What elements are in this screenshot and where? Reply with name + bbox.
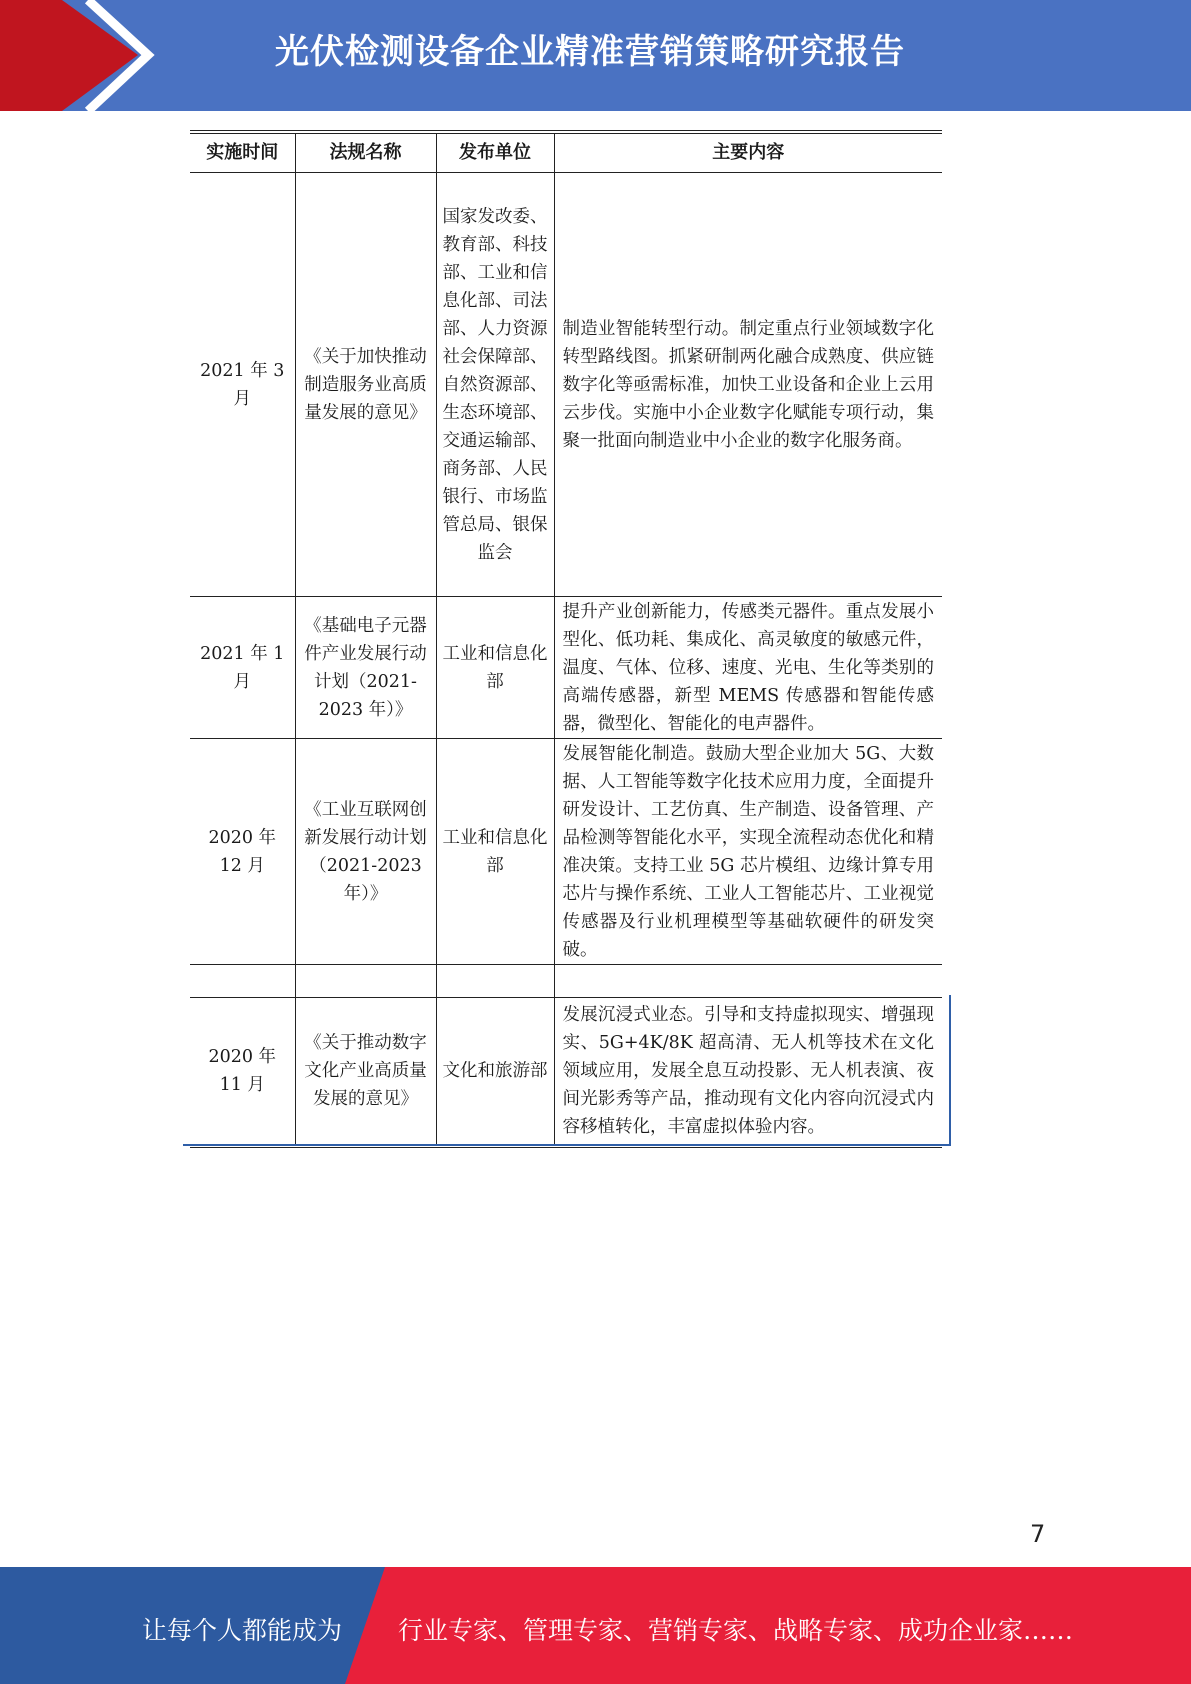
- cell-date: 2021 年 1 月: [190, 597, 295, 739]
- footer-slogan-left: 让每个人都能成为: [142, 1616, 343, 1645]
- cell-name: 《关于加快推动制造服务业高质量发展的意见》: [295, 173, 436, 597]
- table-row: [190, 739, 942, 965]
- table-row: [190, 597, 942, 739]
- cell-content: 制造业智能转型行动。制定重点行业领域数字化转型路线图。抓紧研制两化融合成熟度、供应链数字化等亟需标准，加快工业设备和企业上云用云步伐。实施中小企业数字化赋能专项行动，集聚一批面向制造业中小企业的数字化服务商。: [554, 173, 942, 597]
- cell-content: 发展智能化制造。鼓励大型企业加大 5G、大数据、人工智能等数字化技术应用力度，全面提升研发设计、工艺仿真、生产制造、设备管理、产品检测等智能化水平，实现全流程动态优化和精准决策。支持工业 5G 芯片模组、边缘计算专用芯片与操作系统、工业人工智能芯片、工业视觉传感器及行业机理模型等基础软硬件的研发突破。: [554, 739, 942, 965]
- table-row: [190, 173, 942, 597]
- cell-name: 《关于推动数字文化产业高质量发展的意见》: [295, 998, 436, 1146]
- policy-table: [190, 130, 942, 1148]
- table-header-row: [190, 132, 942, 173]
- table-side-accent-line: [949, 995, 951, 1145]
- col-header-content: 主要内容: [554, 132, 942, 173]
- cell-name: 《基础电子元器件产业发展行动计划（2021-2023 年）》: [295, 597, 436, 739]
- cell-name: 《工业互联网创新发展行动计划（2021-2023 年）》: [295, 739, 436, 965]
- table-gap-row: [190, 965, 942, 998]
- table-bottom-accent-line: [183, 1144, 951, 1146]
- header-red-chevron: [0, 0, 200, 111]
- cell-issuer: 工业和信息化部: [436, 597, 554, 739]
- col-header-date: 实施时间: [190, 132, 295, 173]
- page-footer: [0, 1567, 1191, 1684]
- cell-issuer: 文化和旅游部: [436, 998, 554, 1146]
- page-header: [0, 0, 1191, 111]
- cell-date: 2021 年 3 月: [190, 173, 295, 597]
- cell-date: 2020 年 11 月: [190, 998, 295, 1146]
- cell-issuer: 工业和信息化部: [436, 739, 554, 965]
- report-title: 光伏检测设备企业精准营销策略研究报告: [275, 32, 905, 72]
- page-number: 7: [1030, 1520, 1046, 1548]
- cell-issuer: 国家发改委、教育部、科技部、工业和信息化部、司法部、人力资源社会保障部、自然资源部、生态环境部、交通运输部、商务部、人民银行、市场监管总局、银保监会: [436, 173, 554, 597]
- col-header-issuer: 发布单位: [436, 132, 554, 173]
- col-header-name: 法规名称: [295, 132, 436, 173]
- cell-date: 2020 年 12 月: [190, 739, 295, 965]
- footer-slogan-right: 行业专家、管理专家、营销专家、战略专家、成功企业家……: [398, 1616, 1074, 1645]
- cell-content: 提升产业创新能力，传感类元器件。重点发展小型化、低功耗、集成化、高灵敏度的敏感元件，温度、气体、位移、速度、光电、生化等类别的高端传感器，新型 MEMS 传感器和智能传感器，微型化、智能化的电声器件。: [554, 597, 942, 739]
- table-row: [190, 998, 942, 1146]
- cell-content: 发展沉浸式业态。引导和支持虚拟现实、增强现实、5G+4K/8K 超高清、无人机等技术在文化领域应用，发展全息互动投影、无人机表演、夜间光影秀等产品，推动现有文化内容向沉浸式内容移植转化，丰富虚拟体验内容。: [554, 998, 942, 1146]
